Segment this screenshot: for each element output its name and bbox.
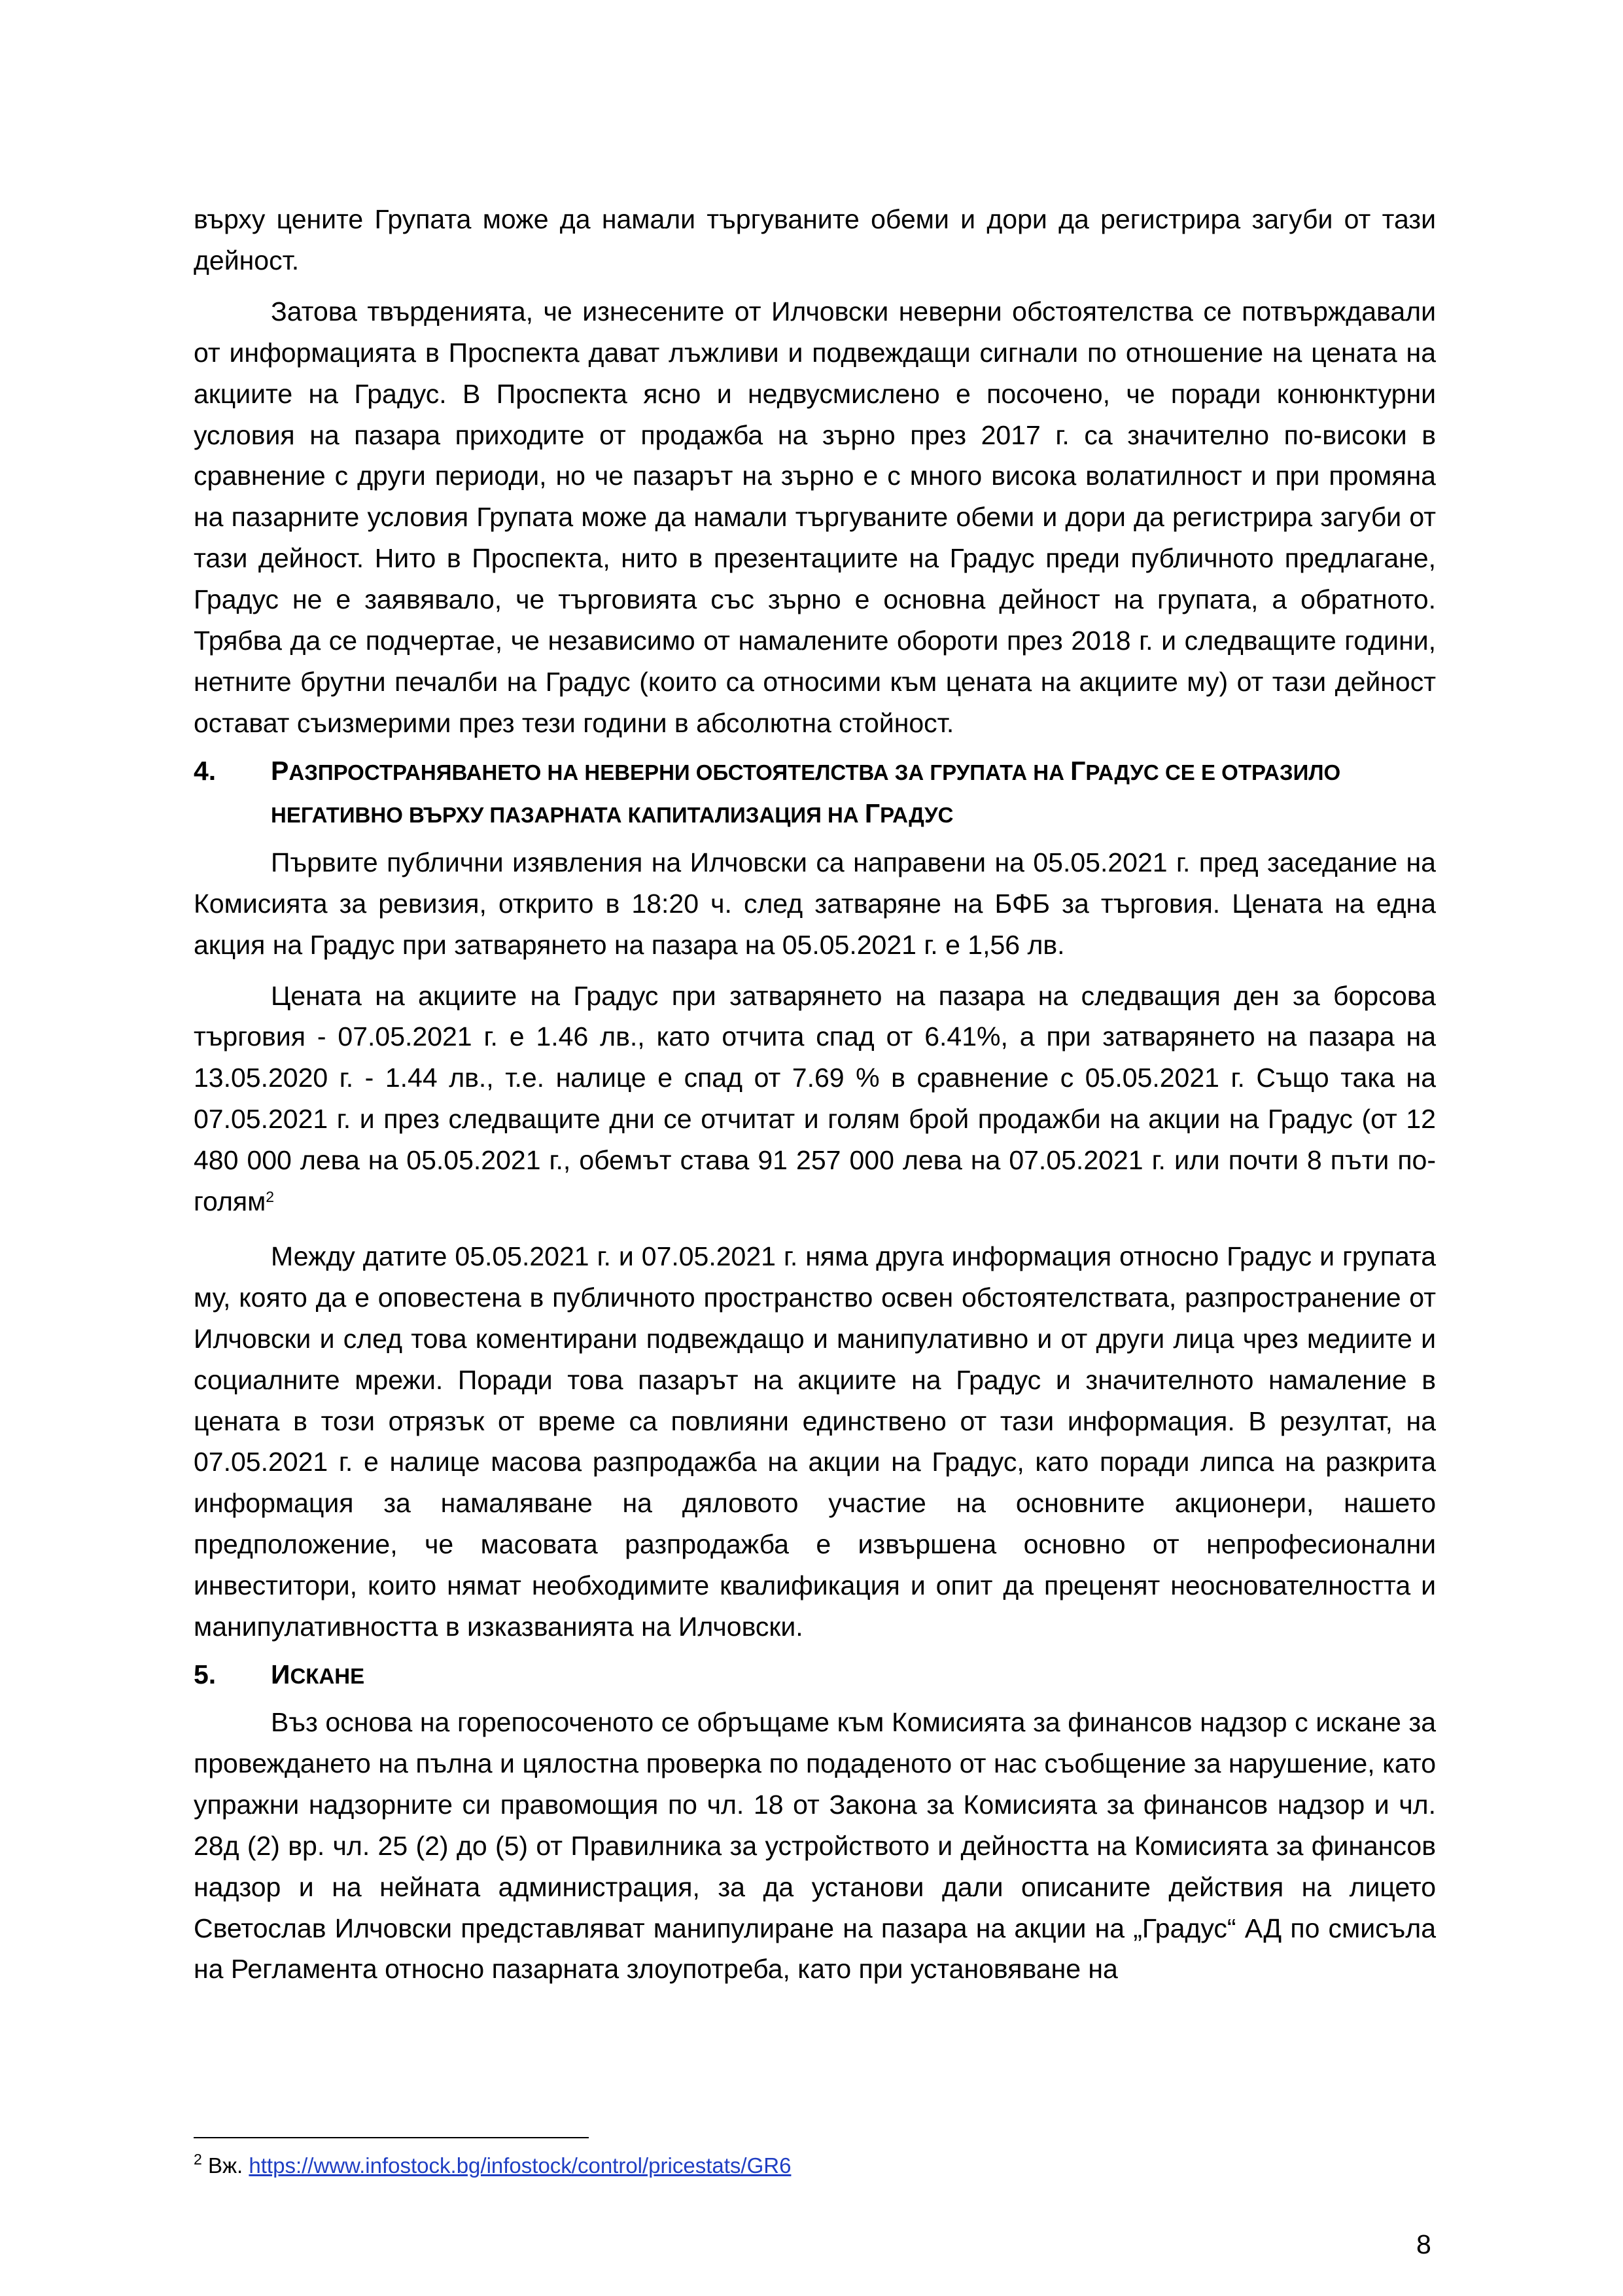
footnote-mark: 2 [194, 2151, 202, 2168]
footnote-separator [194, 2137, 589, 2138]
paragraph: Въз основа на горепосоченото се обръщаме към Комисията за финансов надзор с искане за провеждането на пълна и цялостна проверка по подаденото от нас съобщение за нарушение, като упражни надзорните си правомощия по чл. 18 от Закона за Комисията за финансов надзор и чл. 28д (2) вр. чл. 25 (2) до (5) от Правилника за устройството и дейността на Комисията за финансов надзор и на нейната администрация, за да установи дали описаните действия на лицето Светослав Илчовски представляват манипулиране на пазара на акции на „Градус“ АД по смисъла на Регламента относно пазарната злоупотреба, като при установяване на [194, 1707, 1436, 1985]
footnote-reference[interactable]: 2 [266, 1188, 275, 1206]
body-text [194, 199, 1436, 1990]
footnote [194, 2152, 791, 2181]
footnote-prefix: Вж. [207, 2153, 243, 2178]
section-number: 4. [194, 755, 217, 786]
section-title: ИСКАНЕ [271, 1659, 365, 1689]
section-title: РАЗПРОСТРАНЯВАНЕТО НА НЕВЕРНИ ОБСТОЯТЕЛСТВА ЗА ГРУПАТА НА ГРАДУС СЕ Е ОТРАЗИЛО НЕГАТИВНО ВЪРХУ ПАЗАРНАТА КАПИТАЛИЗАЦИЯ НА ГРАДУС [271, 755, 1341, 828]
section-heading-5 [194, 1654, 1436, 1697]
footnote-link[interactable]: https://www.infostock.bg/infostock/control/pricestats/GR6 [249, 2153, 792, 2178]
page-number: 8 [1416, 2229, 1431, 2259]
paragraph: Затова твърденията, че изнесените от Илчовски неверни обстоятелства се потвърждавали от информацията в Проспекта дават лъжливи и подвеждащи сигнали по отношение на цената на акциите на Градус. В Проспекта ясно и недвусмислено е посочено, че поради конюнктурни условия на пазара приходите от продажба на зърно през 2017 г. са значително по-високи в сравнение с други периоди, но че пазарът на зърно е с много висока волатилност и при промяна на пазарните условия Групата може да намали търгуваните обеми и дори да регистрира загуби от тази дейност. Нито в Проспекта, нито в презентациите на Градус преди публичното предлагане, Градус не е заявявало, че търговията със зърно е основна дейност на групата, а обратното. Трябва да се подчертае, че независимо от намалените обороти през 2018 г. и следващите години, нетните брутни печалби на Градус (които са относими към цената на акциите му) от тази дейност остават съизмерими през тези години в абсолютна стойност. [194, 296, 1436, 738]
paragraph-text: Цената на акциите на Градус при затварянето на пазара на следващия ден за борсова търговия - 07.05.2021 г. е 1.46 лв., като отчита спад от 6.41%, а при затварянето на пазара на 13.05.2020 г. - 1.44 лв., т.е. налице е спад от 7.69 % в сравнение с 05.05.2021 г. Също така на 07.05.2021 г. и през следващите дни се отчитат и голям брой продажби на акции на Градус (от 12 480 000 лева на 05.05.2021 г., обемът става 91 257 000 лева на 07.05.2021 г. или почти 8 пъти по-голям [194, 980, 1436, 1217]
paragraph [194, 976, 1436, 1226]
paragraph: върху цените Групата може да намали търгуваните обеми и дори да регистрира загуби от тази дейност. [194, 204, 1436, 275]
paragraph: Между датите 05.05.2021 г. и 07.05.2021 г. няма друга информация относно Градус и групата му, която да е оповестена в публичното пространство освен обстоятелствата, разпространение от Илчовски и след това коментирани подвеждащо и манипулативно и от други лица чрез медиите и социалните мрежи. Поради това пазарът на акциите на Градус и значителното намаление в цената в този отрязък от време са повлияни единствено от тази информация. В резултат, на 07.05.2021 г. е налице масова разпродажба на акции на Градус, като поради липса на разкрита информация за намаляване на дяловото участие на основните акционери, нашето предположение, че масовата разпродажба е извършена основно от непрофесионални инвеститори, които нямат необходимите квалификация и опит да преценят неоснователността и манипулативността в изказванията на Илчовски. [194, 1241, 1436, 1642]
section-heading-4 [194, 751, 1436, 836]
section-number: 5. [194, 1659, 217, 1689]
paragraph: Първите публични изявления на Илчовски са направени на 05.05.2021 г. пред заседание на Комисията за ревизия, открито в 18:20 ч. след затваряне на БФБ за търговия. Цената на една акция на Градус при затварянето на пазара на 05.05.2021 г. е 1,56 лв. [194, 847, 1436, 960]
